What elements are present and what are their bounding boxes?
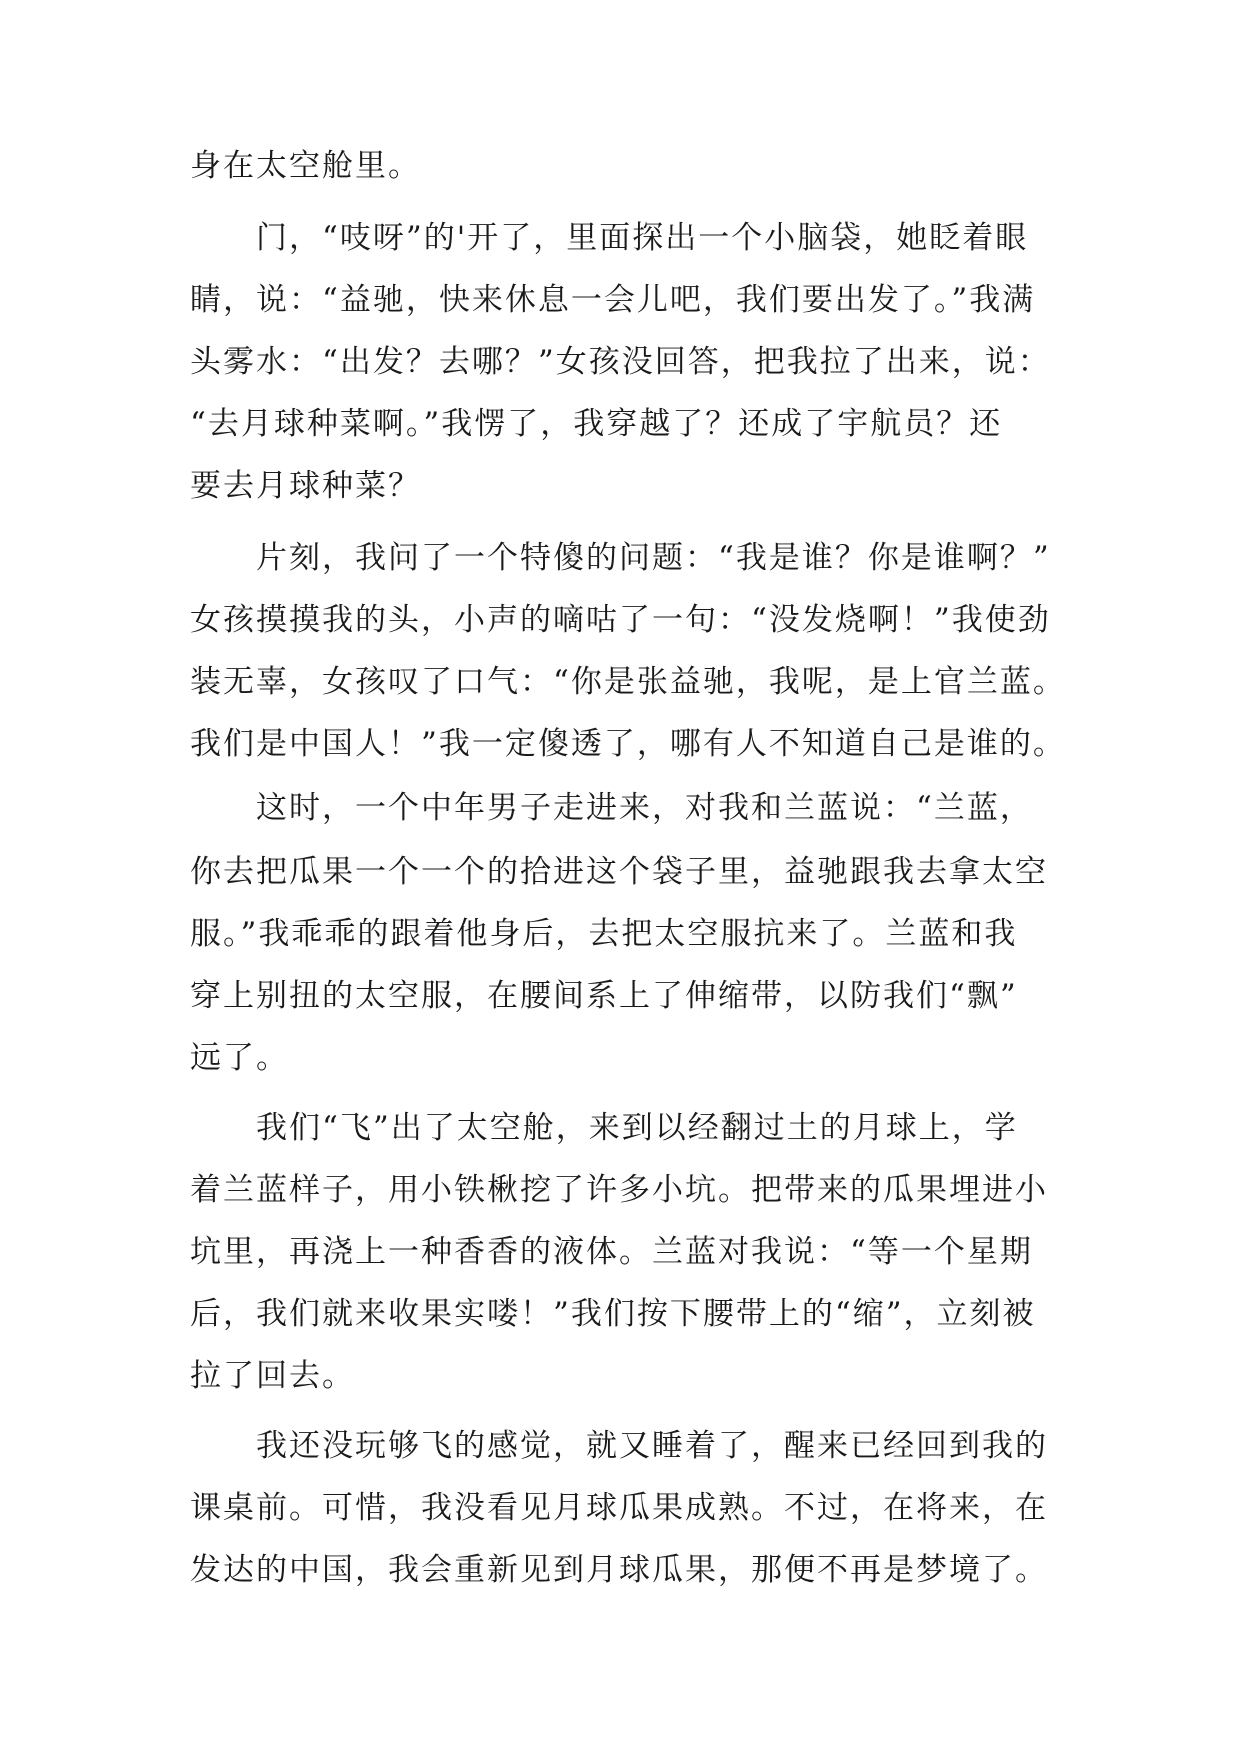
text-line: 装无辜，女孩叹了口气：“你是张益驰，我呢，是上官兰蓝。 (190, 664, 1066, 700)
text-line: 穿上别扭的太空服，在腰间系上了伸缩带，以防我们“飘” (190, 978, 1018, 1014)
text-line: 这时，一个中年男子走进来，对我和兰蓝说：“兰蓝， (190, 790, 1033, 826)
text-line: 身在太空舱里。 (190, 148, 421, 184)
text-line: 睛，说：“益驰，快来休息一会儿吧，我们要出发了。”我满 (190, 282, 1036, 318)
text-line: 要去月球种菜？ (190, 468, 421, 504)
text-line: 片刻，我问了一个特傻的问题：“我是谁？你是谁啊？” (190, 540, 1051, 576)
text-line: 头雾水：“出发？去哪？”女孩没回答，把我拉了出来，说： (190, 344, 1051, 380)
text-line: “去月球种菜啊。”我愣了，我穿越了？还成了宇航员？还 (190, 406, 1003, 442)
text-line: 门，“吱呀”的'开了，里面探出一个小脑袋，她眨着眼 (190, 220, 1029, 256)
text-line: 我们是中国人！”我一定傻透了，哪有人不知道自己是谁的。 (190, 726, 1066, 762)
text-line: 女孩摸摸我的头，小声的嘀咕了一句：“没发烧啊！”我使劲 (190, 602, 1051, 638)
text-line: 我还没玩够飞的感觉，就又睡着了，醒来已经回到我的 (190, 1428, 1048, 1464)
text-line: 远了。 (190, 1040, 289, 1076)
text-line: 我们“飞”出了太空舱，来到以经翻过土的月球上，学 (190, 1110, 1018, 1146)
text-line: 你去把瓜果一个一个的拾进这个袋子里，益驰跟我去拿太空 (190, 854, 1048, 890)
text-line: 拉了回去。 (190, 1358, 355, 1394)
text-line: 发达的中国，我会重新见到月球瓜果，那便不再是梦境了。 (190, 1552, 1048, 1588)
text-line: 着兰蓝样子，用小铁楸挖了许多小坑。把带来的瓜果埋进小 (190, 1172, 1048, 1208)
text-line: 课桌前。可惜，我没看见月球瓜果成熟。不过，在将来，在 (190, 1490, 1048, 1526)
text-line: 服。”我乖乖的跟着他身后，去把太空服抗来了。兰蓝和我 (190, 916, 1018, 952)
text-line: 坑里，再浇上一种香香的液体。兰蓝对我说：“等一个星期 (190, 1234, 1033, 1270)
text-line: 后，我们就来收果实喽！”我们按下腰带上的“缩”，立刻被 (190, 1296, 1036, 1332)
